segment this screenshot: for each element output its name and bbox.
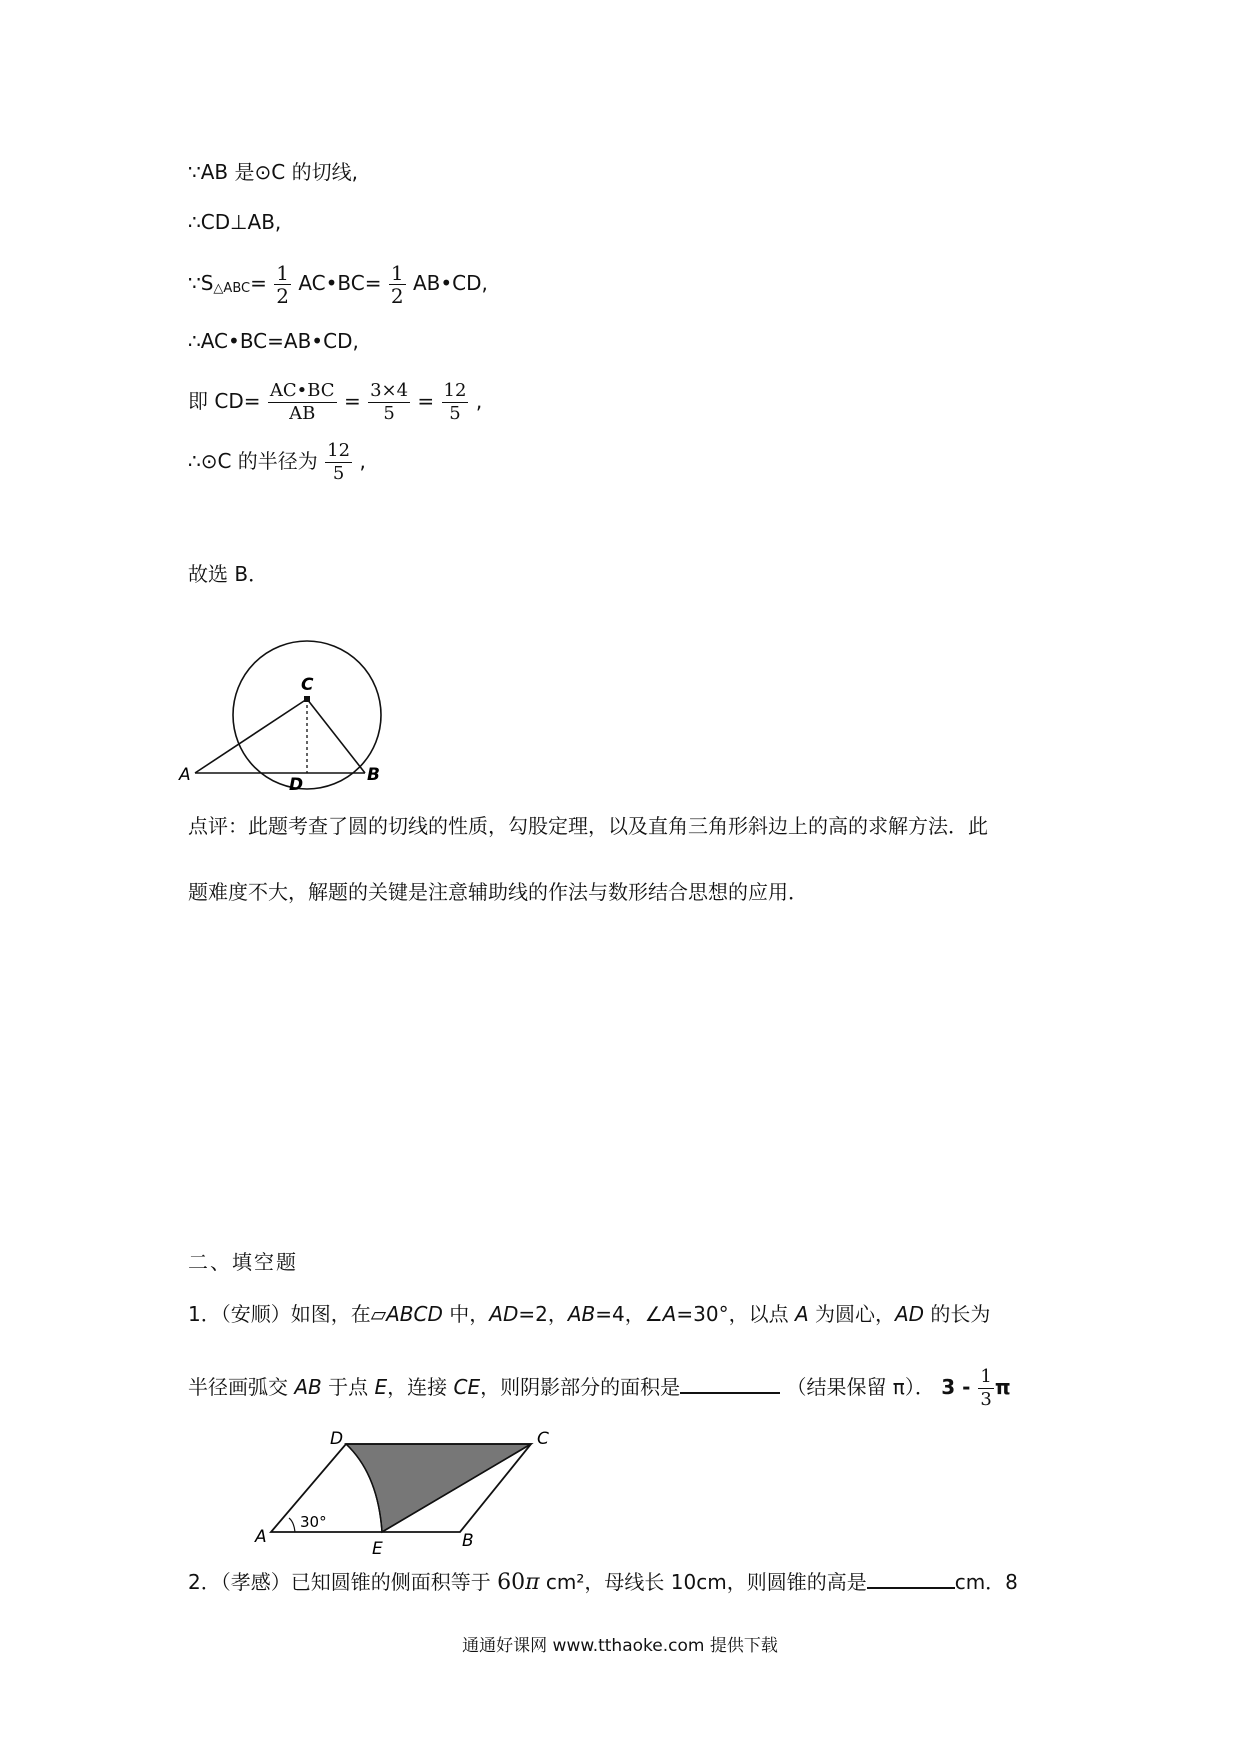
comment-line-1: 点评：此题考查了圆的切线的性质，勾股定理，以及直角三角形斜边上的高的求解方法．此 bbox=[188, 814, 988, 838]
fraction-half: $\frac{1}{2}$ bbox=[276, 261, 289, 308]
segment-ac bbox=[195, 699, 307, 773]
fraction-12-over-5: $\frac{12}{5}$ bbox=[327, 440, 351, 484]
section-title: 二、填空题 bbox=[188, 1250, 298, 1274]
footer-source: 通通好课网 www.tthaoke.com 提供下载 bbox=[462, 1636, 778, 1656]
label-d: D bbox=[330, 1429, 344, 1449]
fraction-12-over-5: $\frac{12}{5}$ bbox=[443, 380, 467, 424]
question-2: 2．（孝感）已知圆锥的侧面积等于 60π cm²，母线长 10cm，则圆锥的高是 cm．8 bbox=[188, 1570, 1018, 1595]
proof-line-cd-value: 即 CD= $\frac{AC•BC}{AB}$ = $\frac{3\times 4}{5}$ = $\frac{12}{5}$ , bbox=[188, 380, 483, 424]
label-d: D bbox=[289, 775, 304, 795]
fraction-3x4-over-5: $\frac{3\times 4}{5}$ bbox=[370, 380, 409, 424]
parallelogram-figure bbox=[250, 1429, 570, 1559]
label-b: B bbox=[462, 1531, 474, 1551]
question-1-line-1: 1．（安顺）如图，在▱ABCD 中，AD=2，AB=4，∠A=30°，以点 A 为圆心，AD 的长为 bbox=[188, 1302, 991, 1326]
proof-line-tangent: ∵AB 是⊙C 的切线, bbox=[188, 160, 358, 184]
label-b: B bbox=[367, 765, 380, 785]
label-angle: 30° bbox=[300, 1513, 327, 1531]
fraction-ac-bc-over-ab: $\frac{AC•BC}{AB}$ bbox=[269, 380, 335, 424]
answer-blank bbox=[867, 1569, 955, 1589]
proof-line-perpendicular: ∴CD⊥AB, bbox=[188, 210, 282, 234]
label-c: C bbox=[301, 675, 314, 695]
comment-line-2: 题难度不大，解题的关键是注意辅助线的作法与数形结合思想的应用． bbox=[188, 880, 808, 904]
proof-line-equation: ∴AC•BC=AB•CD, bbox=[188, 329, 359, 353]
label-c: C bbox=[537, 1429, 549, 1449]
label-a: A bbox=[179, 765, 191, 785]
proof-line-radius: ∴⊙C 的半径为 $\frac{12}{5}$ , bbox=[188, 440, 366, 484]
fraction-half: $\frac{1}{2}$ bbox=[390, 261, 404, 308]
answer-blank bbox=[680, 1374, 780, 1394]
answer-choice: 故选 B． bbox=[188, 562, 269, 586]
segment-bc bbox=[307, 699, 365, 773]
circle-tangent-figure bbox=[179, 640, 405, 795]
angle-mark bbox=[289, 1518, 295, 1532]
center-point-c bbox=[304, 696, 310, 702]
label-a: A bbox=[255, 1527, 267, 1547]
question-1-line-2: 半径画弧交 AB 于点 E，连接 CE，则阴影部分的面积是 （结果保留 π）． 3 - $\frac{1}{3}$ π bbox=[188, 1366, 1011, 1410]
fraction-one-third: $\frac{1}{3}$ bbox=[980, 1366, 992, 1410]
label-e: E bbox=[372, 1539, 383, 1559]
question-1-answer: 3 - $\frac{1}{3}$ π bbox=[941, 1366, 1011, 1410]
proof-line-area: ∵S△ABC= $\frac{1}{2}$ AC•BC= $\frac{1}{2}$ AB•CD, bbox=[188, 261, 488, 308]
